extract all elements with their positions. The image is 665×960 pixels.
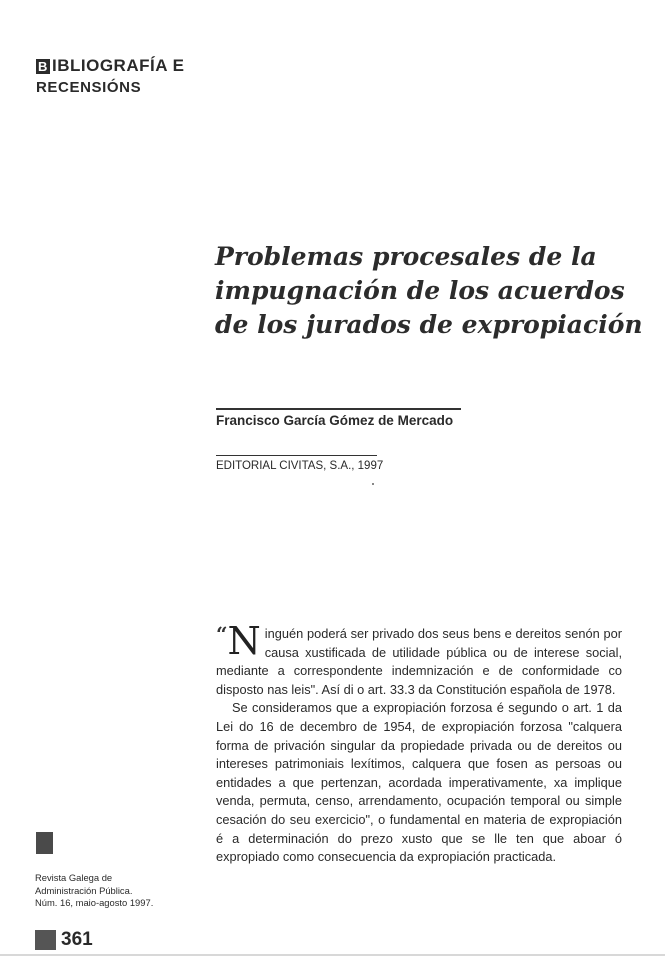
section-title-line2: RECENSIÓNS <box>36 79 142 96</box>
book-title-line: impugnación de los acuerdos <box>215 276 625 305</box>
section-title-line1 <box>36 56 184 76</box>
drop-cap-letter: N <box>227 619 261 663</box>
drop-cap <box>216 619 261 663</box>
journal-line: Núm. 16, maio-agosto 1997. <box>35 897 154 908</box>
margin-marker <box>36 832 53 854</box>
open-quote-mark: “ <box>216 622 228 646</box>
print-speck <box>372 483 374 485</box>
author-name: Francisco García Gómez de Mercado <box>216 413 454 428</box>
author-divider <box>216 408 461 410</box>
review-body <box>216 619 622 867</box>
book-title-line: de los jurados de expropiación <box>215 310 643 339</box>
journal-line: Administración Pública. <box>35 884 133 896</box>
body-paragraph: Se consideramos que a expropiación forzosa é segundo o art. 1 da Lei do 16 de decembro de 1954, de expropiación forzosa "calquera forma de privación singular da propiedade privada ou de dereitos ou intereses patrimoniais lexítimos, calquera que fosen as persoas ou entidades a que pertenzan, acordada imperativamente, xa implique venda, permuta, censo, arrendamento, ocupación temporal ou simple cesación do seu exercicio", o fundamental en materia de expropiación é a determinación do prezo xusto que se lle ten que aboar ó expropiado como consecuencia da expropiación practicada. <box>216 700 622 865</box>
publisher-line: EDITORIAL CIVITAS, S.A., 1997 <box>216 460 384 472</box>
paragraph-text: inguén poderá ser privado dos seus bens e dereitos senón por causa xustificada de utilidade pública ou de interese social, mediante a correspondente indemnización e de conformidade co disposto nas leis". Así di o art. 33.3 da Constitución española de 1978. <box>216 626 622 697</box>
journal-line: Revista Galega de <box>35 872 113 883</box>
editorial-divider <box>216 455 377 456</box>
journal-citation <box>35 872 153 910</box>
section-title-text: IBLIOGRAFÍA E <box>52 56 185 75</box>
page-bottom-edge <box>0 954 665 956</box>
page-number-marker <box>35 930 56 950</box>
book-title <box>215 240 643 342</box>
page-number: 361 <box>61 929 93 950</box>
body-paragraph <box>216 619 622 699</box>
section-initial-box: B <box>36 59 50 74</box>
section-header <box>36 56 184 96</box>
book-title-line: Problemas procesales de la <box>215 242 597 271</box>
page-footer <box>35 929 93 951</box>
